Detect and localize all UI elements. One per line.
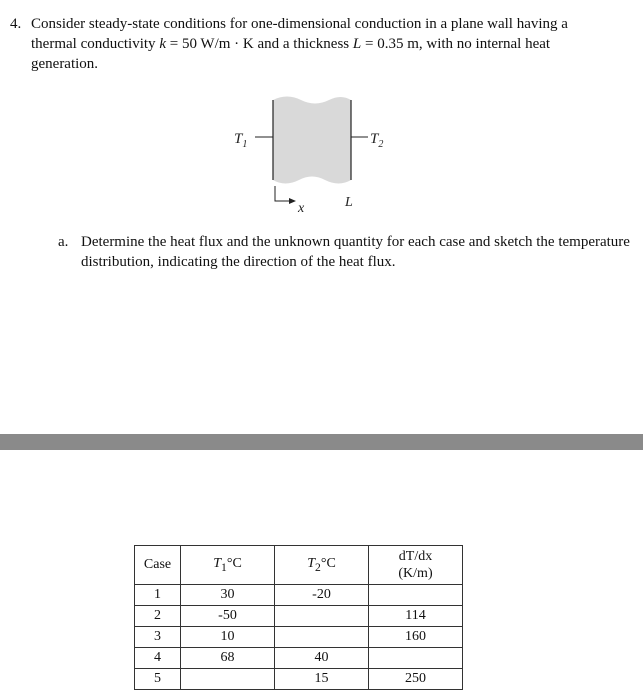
cell-case: 1 (135, 585, 181, 606)
cell-case: 5 (135, 669, 181, 690)
L-dimension-label: L (345, 195, 353, 210)
cell-t2: -20 (275, 585, 369, 606)
L-variable: L (352, 36, 362, 52)
cell-t2 (275, 627, 369, 648)
table-row (135, 627, 463, 648)
cell-case: 3 (135, 627, 181, 648)
cell-t2: 40 (275, 648, 369, 669)
k-variable: k (159, 36, 166, 52)
problem-text-line3: generation. (31, 56, 99, 72)
t1-label: $T_1$ (234, 131, 248, 150)
x-axis-bracket (275, 186, 289, 201)
cell-case: 4 (135, 648, 181, 669)
header-t1: $T_1^\circ C$ (181, 546, 275, 585)
cell-t1 (181, 669, 275, 690)
t2-label: $T_2$ (370, 131, 384, 150)
cell-t2 (275, 606, 369, 627)
table-header-row (135, 546, 463, 585)
gray-divider-bar (0, 434, 643, 450)
x-axis-label: x (298, 201, 305, 216)
plane-wall (273, 97, 351, 184)
cell-t1: 30 (181, 585, 275, 606)
x-axis-arrowhead (289, 198, 296, 204)
cell-t1: 68 (181, 648, 275, 669)
plane-wall-figure (225, 88, 405, 218)
problem-statement (10, 14, 630, 74)
cell-dtdx (369, 648, 463, 669)
cases-table (134, 545, 463, 690)
problem-text-line1: Consider steady-state conditions for one-dimensional conduction in a plane wall having a (31, 16, 568, 32)
header-case: Case (135, 546, 181, 585)
cell-t2: 15 (275, 669, 369, 690)
table-row (135, 585, 463, 606)
table-row (135, 669, 463, 690)
cell-dtdx: 250 (369, 669, 463, 690)
table-row (135, 648, 463, 669)
header-dtdx: dT/dx (K/m) (369, 546, 463, 585)
cell-dtdx: 160 (369, 627, 463, 648)
header-t2: $T_2^\circ C$ (275, 546, 369, 585)
cell-dtdx: 114 (369, 606, 463, 627)
cell-case: 2 (135, 606, 181, 627)
table-row (135, 606, 463, 627)
cell-t1: -50 (181, 606, 275, 627)
problem-text-k-prefix: thermal conductivity (31, 36, 156, 52)
k-value: = 50 W/m · K and a thickness (169, 36, 350, 52)
subquestion-label: a. (58, 234, 69, 250)
cell-dtdx (369, 585, 463, 606)
L-value: = 0.35 m, with no internal heat (364, 36, 551, 52)
subquestion-text: Determine the heat flux and the unknown quantity for each case and sketch the temperature distribution, indicating the direction of the heat flux. (81, 234, 630, 270)
problem-number: 4. (10, 16, 22, 32)
cell-t1: 10 (181, 627, 275, 648)
subquestion-a (58, 232, 630, 272)
